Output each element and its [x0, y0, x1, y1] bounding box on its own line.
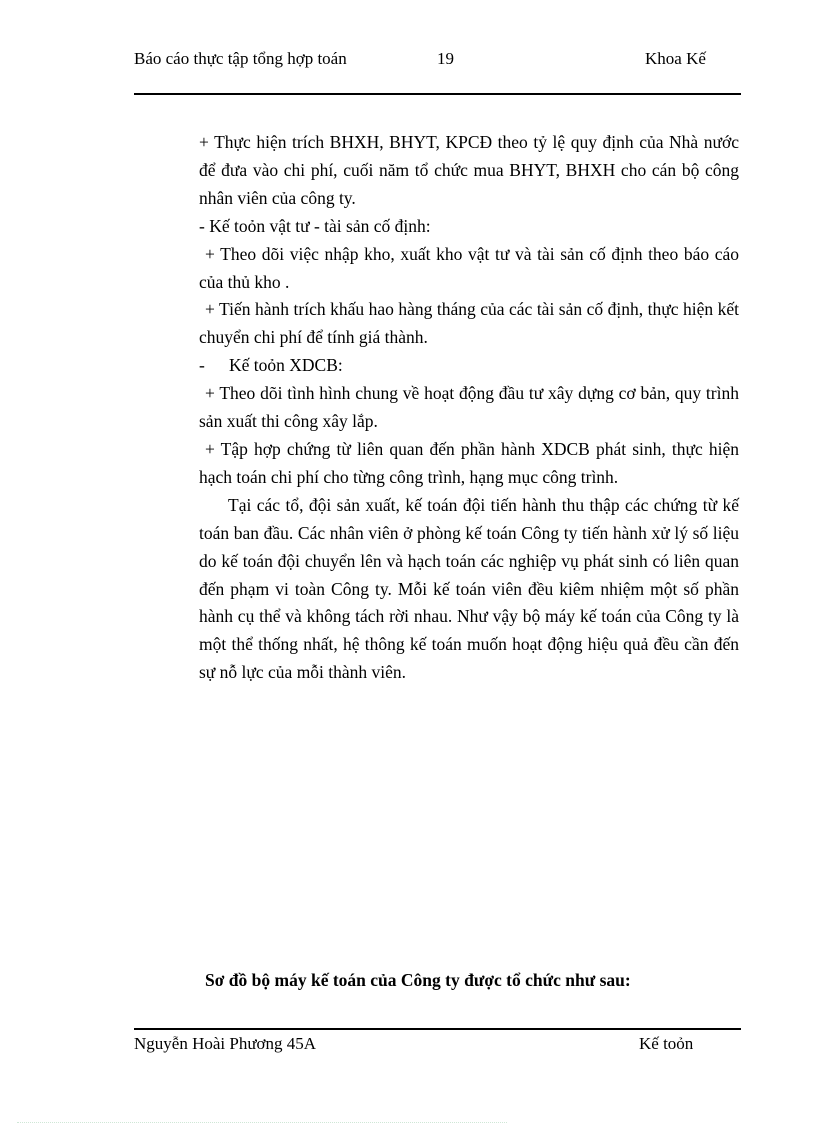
paragraph-cost-accounting: + Tập hợp chứng từ liên quan đến phần hành XDCB phát sinh, thực hiện hạch toán chi phí cho từng công trình, hạng mục công trình.	[199, 438, 739, 487]
header-divider	[134, 93, 741, 95]
paragraph-inventory-tracking: + Theo dõi việc nhập kho, xuất kho vật tư và tài sản cố định theo báo cáo của thủ kho .	[199, 243, 739, 292]
subheading-xdcb-accounting	[199, 352, 739, 380]
author-role: Kế toỏn	[639, 1034, 694, 1053]
list-dash: -	[199, 355, 205, 376]
paragraph-team-accounting: Tại các tổ, đội sản xuất, kế toán đội tiến hành thu thập các chứng từ kế toán ban đầu. Các nhân viên ở phòng kế toán Công ty tiến hành xử lý số liệu do kế toán đội chuyển lên và hạch toán các nghiệp vụ phát sinh có liên quan đến phạm vi toàn Công ty. Mỗi kế toán viên đều kiêm nhiệm một số phần hành cụ thể và không tách rời nhau. Như vậy bộ máy kế toán của Công ty là một thể thống nhất, hệ thông kế toán muốn hoạt động hiệu quả đều cần đến sự nỗ lực của mỗi thành viên.	[199, 494, 739, 683]
subheading-fixed-assets-accounting: - Kế toỏn vật tư - tài sản cố định:	[199, 215, 431, 236]
page-header	[134, 48, 741, 94]
section-heading-accounting-diagram: Sơ đồ bộ máy kế toán của Công ty được tổ chức như sau:	[205, 970, 631, 990]
paragraph-construction-tracking: + Theo dõi tình hình chung về hoạt động đầu tư xây dựng cơ bản, quy trình sản xuất thi công xây lắp.	[199, 383, 739, 432]
body-content	[199, 129, 739, 687]
paragraph-depreciation: + Tiến hành trích khấu hao hàng tháng của các tài sản cố định, thực hiện kết chuyển chi phí để tính giá thành.	[199, 299, 739, 348]
department-label: Khoa Kế	[645, 49, 706, 68]
paragraph-social-insurance: + Thực hiện trích BHXH, BHYT, KPCĐ theo tỷ lệ quy định của Nhà nước để đưa vào chi phí, cuối năm tổ chức mua BHYT, BHXH cho cán bộ công nhân viên của công ty.	[199, 132, 739, 208]
author-name: Nguyễn Hoài Phương 45A	[134, 1034, 317, 1053]
footer-divider	[134, 1028, 741, 1030]
page-number: 19	[437, 49, 454, 68]
subheading-xdcb-label: Kế toỏn XDCB:	[229, 355, 343, 376]
report-title: Báo cáo thực tập tổng hợp toán	[134, 49, 347, 68]
